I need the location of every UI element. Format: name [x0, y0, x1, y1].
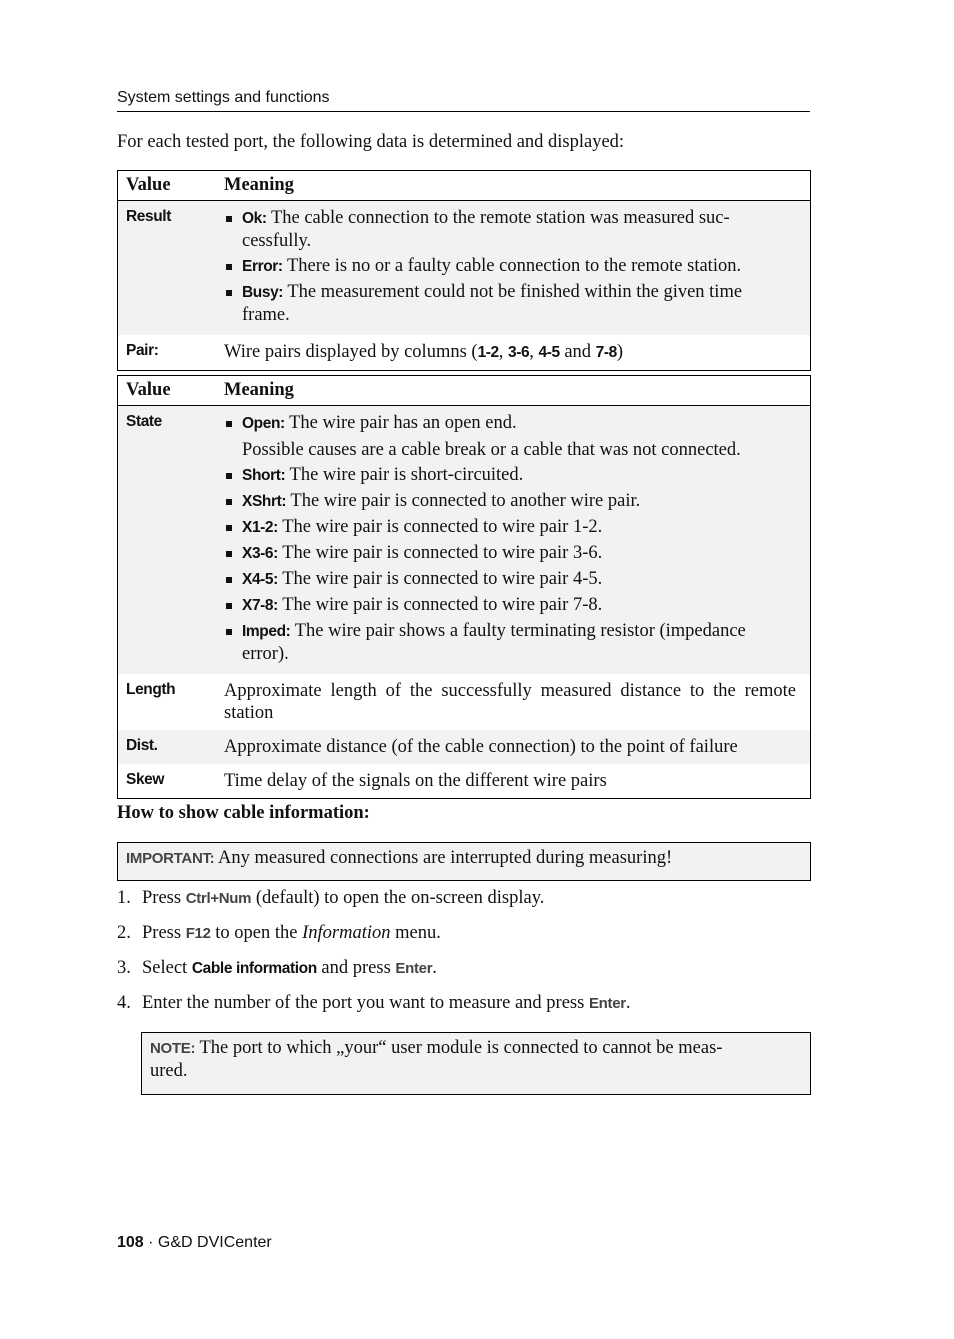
list-item: XShrt: The wire pair is connected to another wire pair. [224, 490, 796, 513]
row-key: Dist. [118, 730, 217, 764]
row-key: Skew [126, 771, 165, 788]
note-box [141, 1032, 811, 1095]
table-row [118, 674, 811, 730]
row-key: State [118, 406, 217, 675]
table-header-row [118, 171, 811, 201]
important-text: Any measured connections are interrupted during measuring! [218, 848, 673, 868]
table-row [118, 406, 811, 675]
list-item: X3-6: The wire pair is connected to wire pair 3-6. [224, 542, 796, 565]
row-key: Pair: [126, 342, 159, 359]
running-header: System settings and functions [117, 89, 810, 112]
column-header-value: Value [118, 376, 217, 406]
list-item: Ok: The cable connection to the remote station was measured suc- cessfully. [224, 207, 796, 252]
list-item: 1. Press Ctrl+Num (default) to open the on-screen display. [117, 888, 545, 908]
row-meaning: Time delay of the signals on the different wire pairs [224, 771, 607, 791]
list-item: X4-5: The wire pair is connected to wire pair 4-5. [224, 568, 796, 591]
row-meaning: Approximate distance (of the cable connection) to the point of failure [216, 730, 811, 764]
row-key: Length [126, 681, 176, 698]
page-footer: 108 · G&D DVICenter [117, 1234, 272, 1251]
list-item: Short: The wire pair is short-circuited. [224, 464, 796, 487]
bullet-list [224, 412, 796, 665]
table-row [118, 201, 811, 336]
table-header-row [118, 376, 811, 406]
list-item: Imped: The wire pair shows a faulty terminating resistor (impedance error). [224, 620, 796, 665]
list-item: X7-8: The wire pair is connected to wire pair 7-8. [224, 594, 796, 617]
row-meaning [216, 201, 811, 336]
section-heading: How to show cable information: [117, 803, 370, 823]
note-label: NOTE: [150, 1040, 196, 1057]
list-item: 4. Enter the number of the port you want to measure and press Enter. [117, 993, 631, 1013]
list-item: Open: The wire pair has an open end. Possible causes are a cable break or a cable that was not connected. [224, 412, 796, 461]
row-meaning: Wire pairs displayed by columns (1-2, 3-6, 4-5 and 7-8) [224, 342, 624, 362]
steps-list [117, 888, 630, 1028]
column-header-meaning: Meaning [216, 171, 811, 201]
intro-paragraph: For each tested port, the following data is determined and displayed: [117, 132, 625, 152]
list-item: Busy: The measurement could not be finished within the given time frame. [224, 281, 796, 326]
bullet-list [224, 207, 796, 326]
result-table [117, 170, 811, 371]
table-row [118, 730, 811, 764]
column-header-value: Value [118, 171, 217, 201]
table-row [118, 335, 811, 371]
row-key: Result [118, 201, 217, 336]
row-meaning [216, 406, 811, 675]
list-item: Error: There is no or a faulty cable connection to the remote station. [224, 255, 796, 278]
page-number: 108 [117, 1234, 144, 1251]
table-row [118, 764, 811, 799]
important-label: IMPORTANT: [126, 850, 215, 867]
list-item: X1-2: The wire pair is connected to wire pair 1-2. [224, 516, 796, 539]
list-item: 2. Press F12 to open the Information menu. [117, 923, 441, 943]
note-text-cont: ured. [150, 1061, 188, 1081]
column-header-meaning: Meaning [216, 376, 811, 406]
list-item: 3. Select Cable information and press Enter. [117, 958, 437, 978]
state-table [117, 375, 811, 799]
note-text: The port to which „your“ user module is connected to cannot be meas- [199, 1038, 723, 1058]
important-box [117, 842, 811, 881]
row-meaning: Approximate length of the successfully measured distance to the remote station [224, 681, 796, 723]
product-name: G&D DVICenter [157, 1234, 272, 1251]
